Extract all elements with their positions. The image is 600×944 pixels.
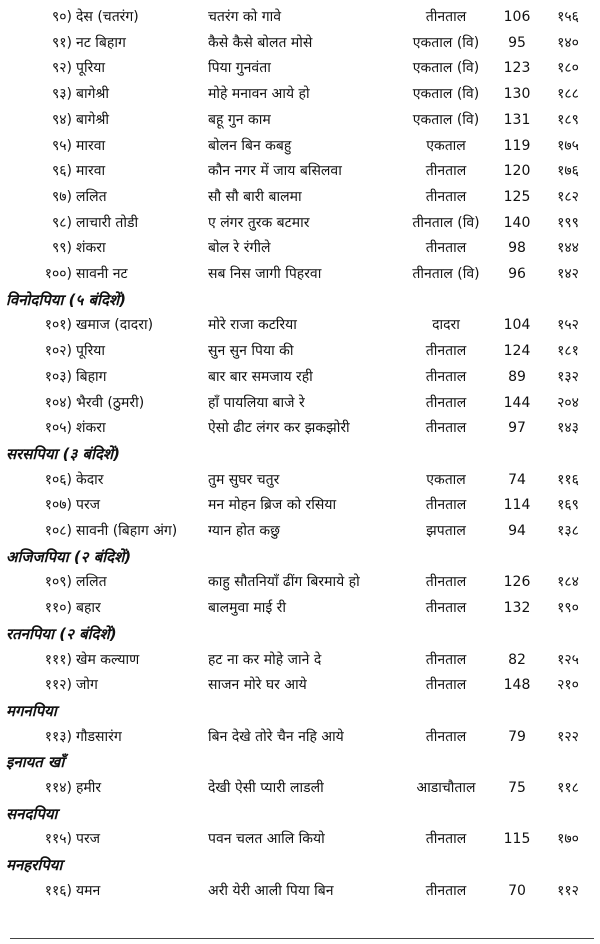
page-number-devanagari: १४३: [557, 420, 579, 436]
raga-name: शंकरा: [76, 420, 106, 436]
page-number-devanagari: १९०: [557, 600, 579, 616]
taal-name: तीनताल: [425, 343, 467, 359]
page-number-devanagari: १५२: [557, 317, 579, 333]
taal-name: एकताल (वि): [412, 35, 480, 51]
taal-name: तीनताल: [425, 240, 467, 256]
index-row: [0, 312, 600, 338]
section-heading: सरसपिया (३ बंदिशें): [6, 445, 120, 463]
raga-name: पूरिया: [76, 343, 106, 359]
taal-name: तीनताल: [425, 729, 467, 745]
raga-name: खमाज (दादरा): [76, 317, 154, 333]
bandish-title: सब निस जागी पिहरवा: [208, 266, 322, 282]
entry-number: १०६): [44, 472, 72, 488]
raga-name: मारवा: [76, 138, 106, 154]
page-number-devanagari: १८८: [557, 86, 579, 102]
bandish-title: कौन नगर में जाय बसिलवा: [208, 163, 342, 179]
taal-name: तीनताल: [425, 652, 467, 668]
bandish-title: कैसे कैसे बोलत मोसे: [208, 35, 313, 51]
page-number-arabic: 120: [503, 163, 531, 179]
entry-number: १०१): [44, 317, 72, 333]
page-number-devanagari: ११६: [557, 472, 579, 488]
raga-name: हमीर: [76, 780, 102, 796]
taal-name: एकताल (वि): [412, 60, 480, 76]
entry-number: ९६): [51, 163, 72, 179]
page-number-arabic: 94: [508, 523, 526, 539]
entry-number: ९३): [51, 86, 72, 102]
page-number-arabic: 132: [503, 600, 531, 616]
index-row: [0, 158, 600, 184]
taal-name: तीनताल: [425, 883, 467, 899]
entry-number: ९८): [51, 215, 72, 231]
page-number-devanagari: १४०: [557, 35, 579, 51]
taal-name: तीनताल (वि): [412, 215, 480, 231]
raga-name: ललित: [76, 189, 107, 205]
bottom-rule: [10, 938, 594, 939]
page-number-arabic: 95: [508, 35, 526, 51]
page-number-arabic: 131: [503, 112, 531, 128]
taal-name: एकताल (वि): [412, 86, 480, 102]
index-row: [0, 647, 600, 673]
entry-number: ११४): [44, 780, 72, 796]
page-number-devanagari: ११२: [557, 883, 579, 899]
index-row: [0, 338, 600, 364]
raga-name: सावनी नट: [76, 266, 128, 282]
page-number-devanagari: १८९: [557, 112, 579, 128]
entry-number: ११५): [44, 831, 72, 847]
entry-number: १००): [44, 266, 72, 282]
page-number-arabic: 74: [508, 472, 526, 488]
index-row: [0, 184, 600, 210]
raga-name: लाचारी तोडी: [76, 215, 139, 231]
taal-name: तीनताल: [425, 369, 467, 385]
bandish-title: ऐसो ढीट लंगर कर झकझोरी: [208, 420, 350, 436]
index-row: [0, 595, 600, 621]
taal-name: तीनताल: [425, 420, 467, 436]
index-row: [0, 55, 600, 81]
raga-name: भैरवी (ठुमरी): [76, 395, 145, 411]
entry-number: १०८): [44, 523, 72, 539]
entry-number: ९२): [51, 60, 72, 76]
entry-number: ११०): [44, 600, 72, 616]
page-number-devanagari: १३२: [557, 369, 579, 385]
taal-name: तीनताल: [425, 497, 467, 513]
raga-name: गौडसारंग: [76, 729, 122, 745]
page-number-arabic: 98: [508, 240, 526, 256]
section-heading: मनहरपिया: [6, 856, 63, 874]
bandish-title: बोलन बिन कबहु: [208, 138, 292, 154]
bandish-title: बिन देखे तोरे चैन नहि आये: [208, 729, 344, 745]
page-number-devanagari: २०४: [557, 395, 579, 411]
page-number-arabic: 106: [503, 9, 531, 25]
index-row: [0, 4, 600, 30]
entry-number: ११२): [44, 677, 72, 693]
page-number-devanagari: १८२: [557, 189, 579, 205]
taal-name: तीनताल: [425, 163, 467, 179]
index-row: [0, 878, 600, 904]
section-heading: मगनपिया: [6, 702, 57, 720]
section-heading: रतनपिया (२ बंदिशें): [6, 625, 117, 643]
taal-name: एकताल: [426, 472, 466, 488]
index-row: [0, 235, 600, 261]
page-number-arabic: 75: [508, 780, 526, 796]
entry-number: १०२): [44, 343, 72, 359]
page-number-devanagari: १८१: [557, 343, 579, 359]
page-number-devanagari: १४४: [557, 240, 579, 256]
taal-name: झपताल: [426, 523, 466, 539]
raga-name: परज: [76, 497, 101, 513]
taal-name: दादरा: [432, 317, 460, 333]
raga-name: पूरिया: [76, 60, 106, 76]
entry-number: ११६): [44, 883, 72, 899]
raga-name: बिहाग: [76, 369, 107, 385]
entry-number: ९१): [51, 35, 72, 51]
page-number-devanagari: १३८: [557, 523, 579, 539]
page-number-devanagari: ११८: [557, 780, 579, 796]
page-number-arabic: 96: [508, 266, 526, 282]
page-number-devanagari: १२५: [557, 652, 579, 668]
index-row: [0, 724, 600, 750]
raga-name: बागेश्री: [76, 112, 110, 128]
bandish-title: बार बार समजाय रही: [208, 369, 313, 385]
index-row: [0, 826, 600, 852]
bandish-title: तुम सुघर चतुर: [208, 472, 280, 488]
taal-name: तीनताल: [425, 600, 467, 616]
index-row: [0, 775, 600, 801]
page-number-arabic: 97: [508, 420, 526, 436]
bandish-title: ए लंगर तुरक बटमार: [208, 215, 310, 231]
index-row: [0, 492, 600, 518]
taal-name: तीनताल: [425, 831, 467, 847]
taal-name: तीनताल (वि): [412, 266, 480, 282]
section-heading: विनोदपिया (५ बंदिशें): [6, 291, 126, 309]
raga-name: बागेश्री: [76, 86, 110, 102]
bandish-title: पवन चलत आलि कियो: [208, 831, 325, 847]
page-number-arabic: 119: [503, 138, 531, 154]
entry-number: ९५): [51, 138, 72, 154]
entry-number: ९७): [51, 189, 72, 205]
bandish-title: मन मोहन ब्रिज को रसिया: [208, 497, 337, 513]
entry-number: १०५): [44, 420, 72, 436]
entry-number: ११३): [44, 729, 72, 745]
taal-name: तीनताल: [425, 395, 467, 411]
raga-name: यमन: [76, 883, 101, 899]
bandish-title: ग्यान होत कछु: [208, 523, 280, 539]
bandish-title: सुन सुन पिया की: [208, 343, 294, 359]
raga-name: खेम कल्याण: [76, 652, 140, 668]
entry-number: ९९): [51, 240, 72, 256]
page-number-arabic: 115: [503, 831, 531, 847]
raga-name: मारवा: [76, 163, 106, 179]
entry-number: ९४): [51, 112, 72, 128]
taal-name: तीनताल: [425, 677, 467, 693]
page-number-devanagari: १७५: [557, 138, 579, 154]
taal-name: एकताल (वि): [412, 112, 480, 128]
bandish-title: देखी ऐसी प्यारी लाडली: [208, 780, 324, 796]
page-number-arabic: 130: [503, 86, 531, 102]
index-row: [0, 30, 600, 56]
index-row: [0, 569, 600, 595]
raga-name: ललित: [76, 574, 107, 590]
page-number-devanagari: १९९: [557, 215, 579, 231]
page-number-arabic: 124: [503, 343, 531, 359]
raga-name: देस (चतरंग): [76, 9, 139, 25]
page-number-devanagari: २१०: [557, 677, 579, 693]
index-row: [0, 107, 600, 133]
taal-name: तीनताल: [425, 574, 467, 590]
page-number-devanagari: १४२: [557, 266, 579, 282]
entry-number: ९०): [51, 9, 72, 25]
bandish-title: हट ना कर मोहे जाने दे: [208, 652, 322, 668]
raga-name: शंकरा: [76, 240, 106, 256]
page-number-arabic: 104: [503, 317, 531, 333]
bandish-title: बोल रे रंगीले: [208, 240, 271, 256]
page-number-devanagari: १६९: [557, 497, 579, 513]
taal-name: आडाचौताल: [416, 780, 476, 796]
section-heading: अजिजपिया (२ बंदिशें): [6, 548, 132, 566]
index-row: [0, 415, 600, 441]
bandish-title: सौ सौ बारी बालमा: [208, 189, 302, 205]
entry-number: १०३): [44, 369, 72, 385]
page-number-devanagari: १५६: [557, 9, 579, 25]
bandish-title: मोहे मनावन आये हो: [208, 86, 310, 102]
page-number-devanagari: १८४: [557, 574, 579, 590]
page-number-arabic: 144: [503, 395, 531, 411]
bandish-title: अरी येरी आली पिया बिन: [208, 883, 334, 899]
entry-number: १०९): [44, 574, 72, 590]
index-row: [0, 518, 600, 544]
bandish-title: हाँ पायलिया बाजे रे: [208, 395, 305, 411]
page-number-arabic: 123: [503, 60, 531, 76]
page-number-arabic: 148: [503, 677, 531, 693]
page-number-devanagari: १७०: [557, 831, 579, 847]
index-row: [0, 467, 600, 493]
index-row: [0, 261, 600, 287]
bandish-title: बहू गुन काम: [208, 112, 271, 128]
page-number-devanagari: १७६: [557, 163, 579, 179]
index-row: [0, 672, 600, 698]
raga-name: बहार: [76, 600, 101, 616]
page-number-arabic: 114: [503, 497, 531, 513]
section-heading: इनायत खाँ: [6, 753, 65, 771]
entry-number: १०४): [44, 395, 72, 411]
index-row: [0, 390, 600, 416]
page-number-devanagari: १२२: [557, 729, 579, 745]
bandish-title: साजन मोरे घर आये: [208, 677, 307, 693]
page-number-devanagari: १८०: [557, 60, 579, 76]
page-number-arabic: 89: [508, 369, 526, 385]
raga-name: परज: [76, 831, 101, 847]
page-number-arabic: 125: [503, 189, 531, 205]
page-number-arabic: 79: [508, 729, 526, 745]
bandish-title: पिया गुनवंता: [208, 60, 271, 76]
entry-number: १०७): [44, 497, 72, 513]
index-row: [0, 210, 600, 236]
page-number-arabic: 82: [508, 652, 526, 668]
index-row: [0, 133, 600, 159]
page-number-arabic: 70: [508, 883, 526, 899]
raga-name: नट बिहाग: [76, 35, 126, 51]
index-row: [0, 81, 600, 107]
taal-name: एकताल: [426, 138, 466, 154]
bandish-title: मोरे राजा कटरिया: [208, 317, 297, 333]
section-heading: सनदपिया: [6, 805, 58, 823]
raga-name: जोग: [76, 677, 98, 693]
raga-name: सावनी (बिहाग अंग): [76, 523, 178, 539]
page-number-arabic: 126: [503, 574, 531, 590]
bandish-title: बालमुवा माई री: [208, 600, 287, 616]
taal-name: तीनताल: [425, 9, 467, 25]
taal-name: तीनताल: [425, 189, 467, 205]
bandish-title: काहु सौतनियाँ ढींग बिरमाये हो: [208, 574, 360, 590]
bandish-title: चतरंग को गावे: [208, 9, 282, 25]
raga-name: केदार: [76, 472, 104, 488]
entry-number: १११): [44, 652, 72, 668]
index-row: [0, 364, 600, 390]
page-number-arabic: 140: [503, 215, 531, 231]
